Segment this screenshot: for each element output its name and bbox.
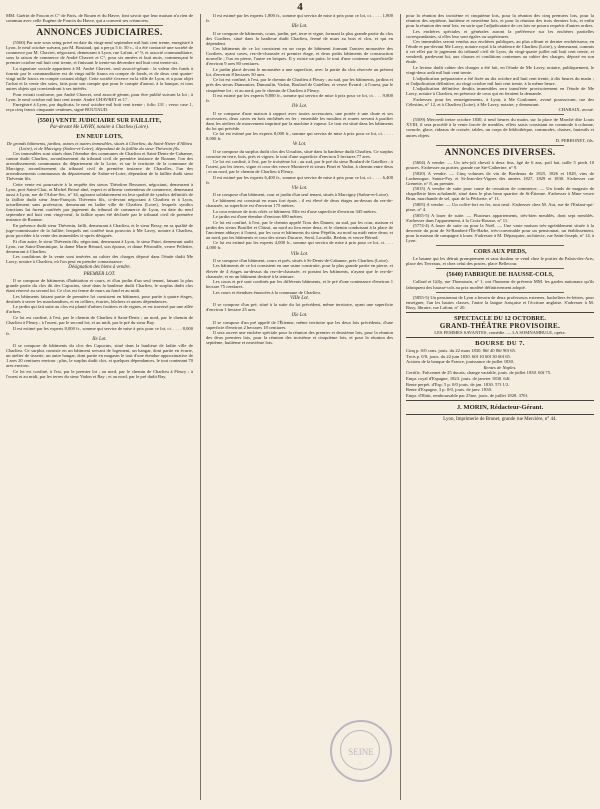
signature-line: D. PERRONET, fils. (555, 138, 594, 144)
notice-paragraph: De grands bâtiments, jardins, usines et autres immeubles, situés à Charlieu, du Saint-Nizier d'Albieu (Loire), et de Marcigny (Saône-et-Loire), dépendant de la faillite du sieur Thévenin fils. (6, 140, 193, 151)
divider (36, 114, 163, 115)
notice-paragraph: Il est estimé par les experts 8,000 fr., somme qui servira de mise à prix pour ce lot, ci. . . . . 8,000 fr. (6, 325, 193, 336)
divider (436, 268, 564, 269)
notice-paragraph: L'adjudication préparatoire a été fixée au dix octobre mil huit cent trente, à dix heures du matin ; et l'adjudication définitive, au vingt octobre mil huit cent trente, à la même heure. (406, 75, 594, 86)
notice-paragraph: Il se compose d'une maison à rapport avec toutes accessoires, une portée à une chute et ses accessoires, deux caves en bois enchênés en fer ; ensemble les moulins et rouets servant à purifier dans les ateliers de mouvement imprimé par la machine à vapeur. Le tout est situé dans les bâtiments du lot qui précède. (206, 110, 393, 131)
lot-heading: IXe Lot. (291, 313, 308, 319)
theatre-name: GRAND-THÉÂTRE PROVISOIRE. (439, 322, 561, 331)
notice-subheading: Désignation des biens à vendre. (68, 265, 131, 271)
notice-paragraph: (5805) A vendre. — Un coffre-fort en fer, tout neuf. S'adresser chez M. Aut, rue de l'Enfant-qui-pisse, n° 4. (406, 202, 594, 213)
notice-paragraph: Il se compose d'un bâtiment, cour et jardin d'un seul tenant, situés à Marcigny (Saône-et-Loire). (213, 192, 389, 198)
divider (436, 114, 564, 115)
divider (36, 25, 163, 26)
notice-heading: (5640) FABRIQUE DE HAUSSE-COLS, (446, 271, 554, 279)
spectacle-heading: SPECTACLE DU 12 OCTOBRE. (454, 314, 546, 322)
theatre-programme: LES FEMMES SAVANTES, comédie. — LA SOMNAMBULE, opéra. (434, 330, 566, 336)
lot-heading: IIe Lot. (92, 336, 107, 342)
notice-paragraph: L'adjudication définitive desdits immeubles sera transférée provisoirement en l'étude de Me Lavry, notaire à Charlieu, en présence de ceux qui en feraient la demande. (406, 86, 594, 97)
notice-paragraph: Le jardin qui fait suite au clos est planté d'arbres fruitiers et de vignes, et est traversé par une allée d'arbres. (6, 304, 193, 315)
notice-paragraph: Le lecteur dudit cahier des charges a été fait, en l'étude de Me Lavry, notaire, publiquement, le vingt-deux août mil huit cent trente. (406, 64, 594, 76)
notice-paragraph: (5774-4) A louer de suite ou pour la Noël. — Une vaste maison très-agréablement située à la descente du pont de St-Rambert-l'Île-Barbe, très-convenable pour un pensionnat, un établissement, pour la maison de campagne à louer. S'adresser à M. Dépasquier, architecte, rue Saint-Joseph, n° 14, à Lyon. (406, 223, 594, 244)
divider (406, 337, 594, 338)
notice-paragraph: Il se compose d'un bâtiment, cours et prés, situés à St-Denis-de-Cabanne, près Charlieu (Loire). (213, 257, 389, 263)
column-right (406, 13, 594, 803)
lot-heading: VIe Lot. (291, 186, 308, 192)
notice-heading: (5501) VENTE JUDICIAIRE SUR FAILLITE, (37, 117, 162, 125)
divider (436, 145, 564, 146)
bourse-subheading: Rentes de Naples. (483, 364, 517, 370)
lot-heading: IIIe Lot. (291, 24, 308, 30)
notice-paragraph: Il se compose de bâtiments, cours, jardin, pré, terre et vigne, formant la plus grande partie du clos des Cordiers, situé dans la banlieue dudit Charlieu, fermé de murs au bois et clos, et qui en dépendent. (206, 30, 393, 46)
column-left (6, 13, 193, 803)
stamp-icon (332, 722, 390, 780)
notice-paragraph: Ce lot est confiné, à l'est, par le premier lot ; au nord, par le chemin de Charlieu à Fleury ; à l'ouest et au midi, par les terres du sieur Vadon et Bay ; et au nord, par le pré dudit Bay. (6, 368, 193, 379)
notice-paragraph: Le jardin est d'une étendue d'environ 690 mètres. (213, 214, 304, 220)
notice-paragraph: Les enchères spéciales et générales auront la préférence sur les enchères partielles correspondantes, si elles leur sont égales ou supérieures. (406, 28, 594, 39)
signature-line: CHARAIX, avoué. (558, 107, 594, 113)
divider (406, 414, 594, 415)
notice-paragraph: Il se compose de bâtiments d'habitation et cours, et d'un jardin d'un seul tenant, faisant la plus grande partie du clos dit des Capucins, situé dans la banlieue dudit Charlieu, le surplus dudit clos étant réservé au second lot. Ce clos est ferme de murs au fond et au midi. (6, 278, 193, 294)
notice-paragraph: Il sera ouvert une enchère spéciale pour la réunion des premier et deuxième lots, pour la réunion des deux premiers lots, pour la réunion des troisième et cinquième lots, et pour la réunion des septième, huitième et neuvième lots. (206, 330, 393, 346)
lot-heading: VIIIe Lot. (289, 295, 309, 301)
notice-paragraph: Il est estimé par les experts 6,400 fr., somme qui servira de mise à prix pour ce lot, ci. . . . . 6,400 fr. (206, 174, 393, 186)
notice-paragraph: Ce lot est confiné, à l'est, par le chemin de Charlieu à Fleury ; au sud, par les bâtiments, jardins et prés des sieurs Dumontier, Dumoulin, Vadon, Boulard de Gatellier, et veuve Évrard ; à l'ouest, par le cinquième lot ; et au nord, par le chemin de Charlieu à Fleury. (206, 77, 393, 93)
notice-paragraph: Enregistré à Lyon, par duplicata, le neuf octobre mil huit cent trente ; folio 131 ; verso case 1, reçu cinq francs cinquante centimes, signé BOUTAUD. (6, 102, 193, 113)
notice-heading: EN NEUF LOTS, (76, 132, 123, 140)
notice-paragraph: Ce lot est estimé par les experts 4,000 fr., somme qui servira de mise à prix pour ce lot, ci. . . . 4,000 fr. (206, 240, 393, 251)
notice-paragraph: Il est estimé par les experts 1,800 fr., somme qui servira de mise à prix pour ce lot, ci. . . . . 1,800 fr. (206, 13, 393, 24)
notice-paragraph: Le baume qui les détruit promptement et sans douleur se vend chez le portier du Palais-des-Arts, place des Terreaux, et chez celui des postes, place Bellecour. (406, 256, 594, 267)
notice-paragraph: Ces bâtiments de ce lot consistent en un corps de bâtiment formant l'ancien monastère des Cordiers, ayant caves, rez-de-chaussée et premier étage, et deux petits bâtiments de construction nouvelle ; l'un en pierre, l'autre en briques. Il y existe un puits; le tout d'une contenue superficielle d'environ 9 ares 80 centiares. (206, 46, 393, 67)
lot-heading: Ve Lot. (292, 142, 307, 148)
notice-paragraph: MM. Guérin de Foucin et C° de Paris, de Rouen et du Havre, font savoir que leur maison n'a rien de commun avec celle Eugène de Foucin du Havre, qui a converti ses créanciers. (6, 13, 193, 24)
lot-heading: PREMIER LOT. (83, 271, 116, 277)
notice-paragraph: Pour extrait conforme, par André Chavret, seul associé gérant, pour être publié suivant la loi ; à Lyon, le neuf octobre mil huit cent trente. André CHAVRET et C°. (6, 91, 193, 102)
printer-imprint: Lyon, Imprimerie de Brunet, grande rue Mercière, n° 44. (443, 416, 557, 422)
notice-paragraph: Il se compose d'un pré appelé de l'Étienne, même territoire que les deux lots précédents, d'une superficie d'environ 2 hectares 18 centiares. (206, 319, 393, 330)
notice-paragraph: Ce lot est confiné, à l'est, par le troisième lot ; au sud, par le pré du sieur Boulard de Gatellier ; à l'ouest, par les terres, vigne et cour des veuve Montrevé et sieurs Pinet et Vadon, à chemin entre deux ; et au nord, par le chemin de Charlieu à Fleury. (206, 159, 393, 175)
page-number: 4 (297, 1, 303, 13)
column-middle (206, 13, 393, 803)
notice-paragraph: Ces immeubles sont situés dans l'étendue des communes de Charlieu et Saint-Denis-de-Cabanne, canton dudit Charlieu, arrondissement du tribunal civil de première instance de Roanne, l'un des arrondissements communaux du département de la Loire, et sur le territoire de la commune de Marcigny, arrondissement du tribunal civil de première instance de Charolles, l'un des arrondissements communaux du département de Saône-et-Loire, dépendant de la faillite dudit sieur Thévenin fils. (6, 151, 193, 182)
notice-heading: CORS AUX PIEDS, (473, 248, 527, 256)
bourse-line: Rente perpét. d'Esp. 5 p. 0/0 jouis. de jan. 1830. 57f 1/2. (406, 381, 510, 387)
bourse-line: Empr. royal d'Espagne, 1823. jouis. de janvier 1830. 64f. (406, 375, 511, 381)
notice-paragraph: Il est estimé par les experts 9,800 fr., somme qui servira de mise à prix pour ce lot, ci. . . . 9,800 fr. (206, 93, 393, 104)
notice-paragraph: Ce lot est estimé par les experts 8,000 fr., somme qui servira de mise à prix pour ce lot, ci. . . . . 8,000 fr. (206, 131, 393, 142)
notice-paragraph: (5855-5) A louer de suite. — Plusieurs appartements, très-bien meublés, dont sept meublés. S'adresser dans l'appartement, à la Croix-Rousse, n° 11. (406, 212, 594, 223)
bourse-heading: BOURSE DU 7. (475, 340, 525, 348)
notice-paragraph: S'adresser, pour les renseignements, à Lyon, à Me Coulonnet, avoué poursuivant, rue des Célestins, n° 12, et à Charlieu (Loire), à Me Lavry, notaire, y demeurant. (406, 96, 594, 107)
bourse-line: Trois p. 0/0, jouis. du 22 juin 1830. 60f 10 60f 30 60f 65. (406, 353, 511, 359)
notice-paragraph: Ce lot est confiné, à l'est, par le chemin de Charlieu à Saint-Denis ; au nord, par le chemin de Charlieu à Fleury ; à l'ouest, par le second lot; et au midi, par le pré du sieur Bay. (6, 314, 193, 325)
official-stamp (330, 720, 392, 782)
notice-paragraph: Il se compose de bâtiments du clos des Capucins, situé dans la banlieue de ladite ville de Charlieu. Ce surplus consiste en un bâtiment servant de logement, un hangar, dont partie en écurie, un atelier de tisserie, un autre hangar, dont partie en magasin le tout d'une étendue approximative de 1 ares 20 centiares environ ; plus, le surplus dudit clos, et quelques dépendances, le tout contenant 70 ares environ. (6, 343, 193, 369)
lot-heading: IVe Lot. (291, 104, 308, 110)
divider (436, 245, 564, 246)
notice-paragraph: Ce lot est confiné, à l'est, par le chemin appelé Trou des Dames; au sud, par les cour, maison et jardin des sieurs Bouillet et Chizat, au nord au lieu entre deux, et le chemin conduisant à la place de l'ancienne abbaye; à l'ouest, par les cour et bâtiments du sieur Pépéfin, au nord au midi entre deux; et au nord, par les bâtiments et cour des sieurs Ducarre, Seral, Locaille, Berbin, et veuve Bérard. (206, 219, 393, 240)
notice-paragraph: Les cours et étendues énoncées à la commune de Charlieu. (213, 289, 321, 295)
notice-paragraph: (5820) A vendre. — Cinq volumes de vin de Bordeaux de 1825, 1826 et 1828, vins de Lachenogue, Sainte-Foy et St-Jean-des-Vignes des années 1827, 1829 et 1830. S'adresser rue Grenette, n° 8, au premier. (406, 170, 594, 186)
divider (406, 312, 594, 313)
editor-signature: J. MORIN, Rédacteur-Gérant. (456, 403, 544, 411)
notice-paragraph: Ces immeubles seront vendus aux enchères publiques, au plus offrant et dernier enchérisseur, en l'étude et par-devant Me Lavry, notaire royal à la résidence de Charlieu (Loire), y demeurant, commis à cet effet par le jugement du tribunal civil de Lyon, du vingt-quatre juillet mil huit cent trente, et vendredi, pardevant lui, aux clauses et conditions contenues au cahier des charges, déposé en son étude. (406, 39, 594, 65)
section-heading: ANNONCES JUDICIAIRES. (36, 28, 163, 39)
notice-paragraph: Cette vente est poursuivie à la requête des sieurs Théodore Bessonet, négociant, demeurant à Lyon, port Saint-Clair, et Michel Brissé aîné, expert et affineur contentieux de commerce, demeurant aussi à Lyon, rue de l'Arbre-Sec, n° 34, agissant solidairement en leur qualité de syndics définitifs de la faillite dudit sieur Jean-François Thévenin fils, ci-devant négociant à Charlieu et à Lyon, actuellement sans profession, demeurant en ladite ville de Charlieu (Loire), lesquels syndics fonctions lui furent conférés par jugement du tribunal de commerce de Lyon, en date du neuf septembre mil huit cent vingt-neuf, la faillite ayant été déclarée par le tribunal civil de première instance de Roanne. (6, 182, 193, 223)
notice-paragraph: pour la réunion des troisième et cinquième lots, pour la réunion des cinq premiers lots, pour la réunion des septième, huitième et neuvième lots, et pour la réunion des trois derniers lots, et enfin pour la réunion des neuf lots, en sorte que l'adjudicataire de ces lots ne pourra requérir d'autres ordres. (406, 13, 594, 29)
stamp-text: SEINE (348, 747, 374, 757)
notice-paragraph: Les bâtiments faisant partie de première lot consistent en bâtiment, pour partie à quatre étages, destinés à serrer les marchandises, et en celliers, écuries, bûchers et autres dépendances. (6, 293, 193, 304)
lot-heading: VIIe Lot. (290, 251, 309, 257)
section-heading: ANNONCES DIVERSES. (444, 148, 556, 159)
notice-paragraph: Callard et Gilly, rue Thomassin, n° 1, ont l'honneur de prévenir MM. les gardes nationaux qu'ils fabriquent des hausse-cols au prix modéré définitivement adopté. (406, 279, 594, 290)
notice-paragraph: Il se compose d'un pré, situé à la suite du lot précédent, même territoire, ayant une superficie d'environ 1 hectare 25 ares. (206, 302, 393, 313)
bourse-line: Cinq p. 0/0 cons. jouis. du 22 mars 1830. 86f 40 86f 90f 65. (406, 348, 516, 354)
bourse-line: Empr. d'Haïti, remboursable par 25me, jouis. de juillet 1828. 370f. (406, 392, 529, 398)
divider (436, 292, 564, 293)
notice-paragraph: Et d'un autre, le sieur Thévenin fils, négociant, demeurant à Lyon, le sieur Patot, demeurant audit Lyon, rue Saint-Dominique, la dame Marie Béraud, son épouse, et dame Pétronille, veuve Pelletier, demeurant à Charlieu. (6, 238, 193, 254)
bourse-line: Certific. Falconnet de 25 ducats, change variable, jouis. de juillet 1830. 60f 75. (406, 370, 552, 376)
column-rule (400, 14, 401, 800)
notice-paragraph: Les conditions de la vente sont insérées au cahier des charges déposé dans l'étude dudit Me Lavry, notaire à Charlieu, où l'on peut en prendre connaissance. (6, 254, 193, 265)
notice-paragraph: En présence dudit sieur Thévenin, failli, demeurant à Charlieu, et le sieur Bessy, en sa qualité de juge-commissaire de la faillite; lesquels ont conféré tous pouvoirs à Me Lavry, notaire à Charlieu, pour procéder à la vente des immeubles ci-après désignés. (6, 222, 193, 238)
notice-paragraph: La cour entoure de trois côtés ce bâtiment. Elle est d'une superficie d'environ 345 mètres. (213, 208, 377, 214)
notice-paragraph: (5509) Mercredi treize octobre 1830, à neuf heures du matin, sur la place de Marché dite Louis XVIII, il sera procédé à la vente forcée de meubles, effets saisis consistant en commode à colonne, console, glace, rideaux de croisée, tables, un corps de bibliothèque, commodes, chaises, fauteuils et autres objets. (406, 117, 594, 138)
notice-paragraph: Il se compose du surplus dudit clos des Ursulins, situé dans la banlieue dudit Charlieu. Ce surplus consiste en terre, bois, prés et vignes; le tout d'une superficie d'environ 5 hectares 77 ares. (206, 148, 393, 159)
notice-paragraph: Le jardin placé devant le monastère a une superficie, avec la partie du clos réservée au présent lot, d'environ 8 hectares 50 ares. (206, 66, 393, 77)
notice-paragraph: (5604) A vendre. — Un très-joli cheval à deux fins, âgé de 6 ans, poil bai, taille 5 pieds 10 pouces. S'adresser au portier, grande rue Ste-Catherine, n° 9. (406, 160, 594, 171)
notice-paragraph: La signature sociale appartient à M. André Chavret, seul associé-gérant : la valeur des fonds à fournir par le commanditaire est de vingt mille francs en compte de fonds, et de deux cent quatre-vingt mille francs en compte courant obligé. Cette société s'exerce en la ville de Lyon, et a pour objet l'achat et la vente des soies, faits pour son compte que pour le compte d'autrui, à la banque, et tous autres objets qui conviendront à ses intérêts. (6, 65, 193, 92)
bourse-line: Rente d'Espagne, 3 p. 0/0, jouis. de janv. 1830. (406, 387, 493, 393)
notice-paragraph: Les cours et pré sont confinés par les différents bâtiments, et le pré d'une contenance d'environ 1 hectare 75 centiares. (206, 279, 393, 290)
notice-subheading: Par-devant Me LAVRY, notaire à Charlieu (Loire). (49, 125, 149, 131)
notice-paragraph: Les bâtiments de ce lot consistent en une usine construite, pour la plus grande partie en pierre, et élevée de 4 étages au-dessus du rez-de-chaussée, et portant les bâtiments, n'ayant que le rez-de-chaussée; et en un bâtiment destiné à la teinture. (206, 263, 393, 279)
bourse-line: Actions de la banque de France, jouissance de juillet 1830. (406, 359, 515, 365)
divider (406, 400, 594, 401)
column-rule (200, 14, 201, 800)
notice-paragraph: Le bâtiment est construit en murs fort épais ; il est élevé de deux étages au-dessus du rez-de-chaussée, sa superficie est d'environ 175 mètres. (206, 198, 393, 209)
notice-paragraph: (5560) Par acte sous seing privé en date du vingt-neuf septembre mil huit cent trente, enregistré à Lyon, le neuf octobre suivant, par M. Boutaud, qui a perçu 5 fr. 50 c., il a été contracté une société de commerce par M. Chavret, négociant, demeurant à Lyon, rue Lafont, n° 9, et associé commanditaire, sous la raison de commerce de André Chavret et C°, pour six années et huit mois, commençant le premier octobre mil huit cent trente, et finissant le trente-un décembre mil huit cent trente-six. (6, 40, 193, 66)
notice-paragraph: (5855-5) Un pensionnat de Lyon a besoin de deux professeurs externes, bacheliers ès-lettres, pour enseigner, l'un les hautes classes, l'autre la langue française et l'écriture anglaise. S'adresser à M. Rusy, libraire, rue Lafont, n° 20. (406, 294, 594, 310)
notice-paragraph: (5815) A vendre de suite pour cause de cessation de commerce. — Un fonds de magasin de chapellerie bien achalandé, situé dans le plus beau quartier de St-Étienne. S'adresser à Mme veuve Brun, marchande de sel, quai de la Pêcherie, n° 11. (406, 186, 594, 202)
